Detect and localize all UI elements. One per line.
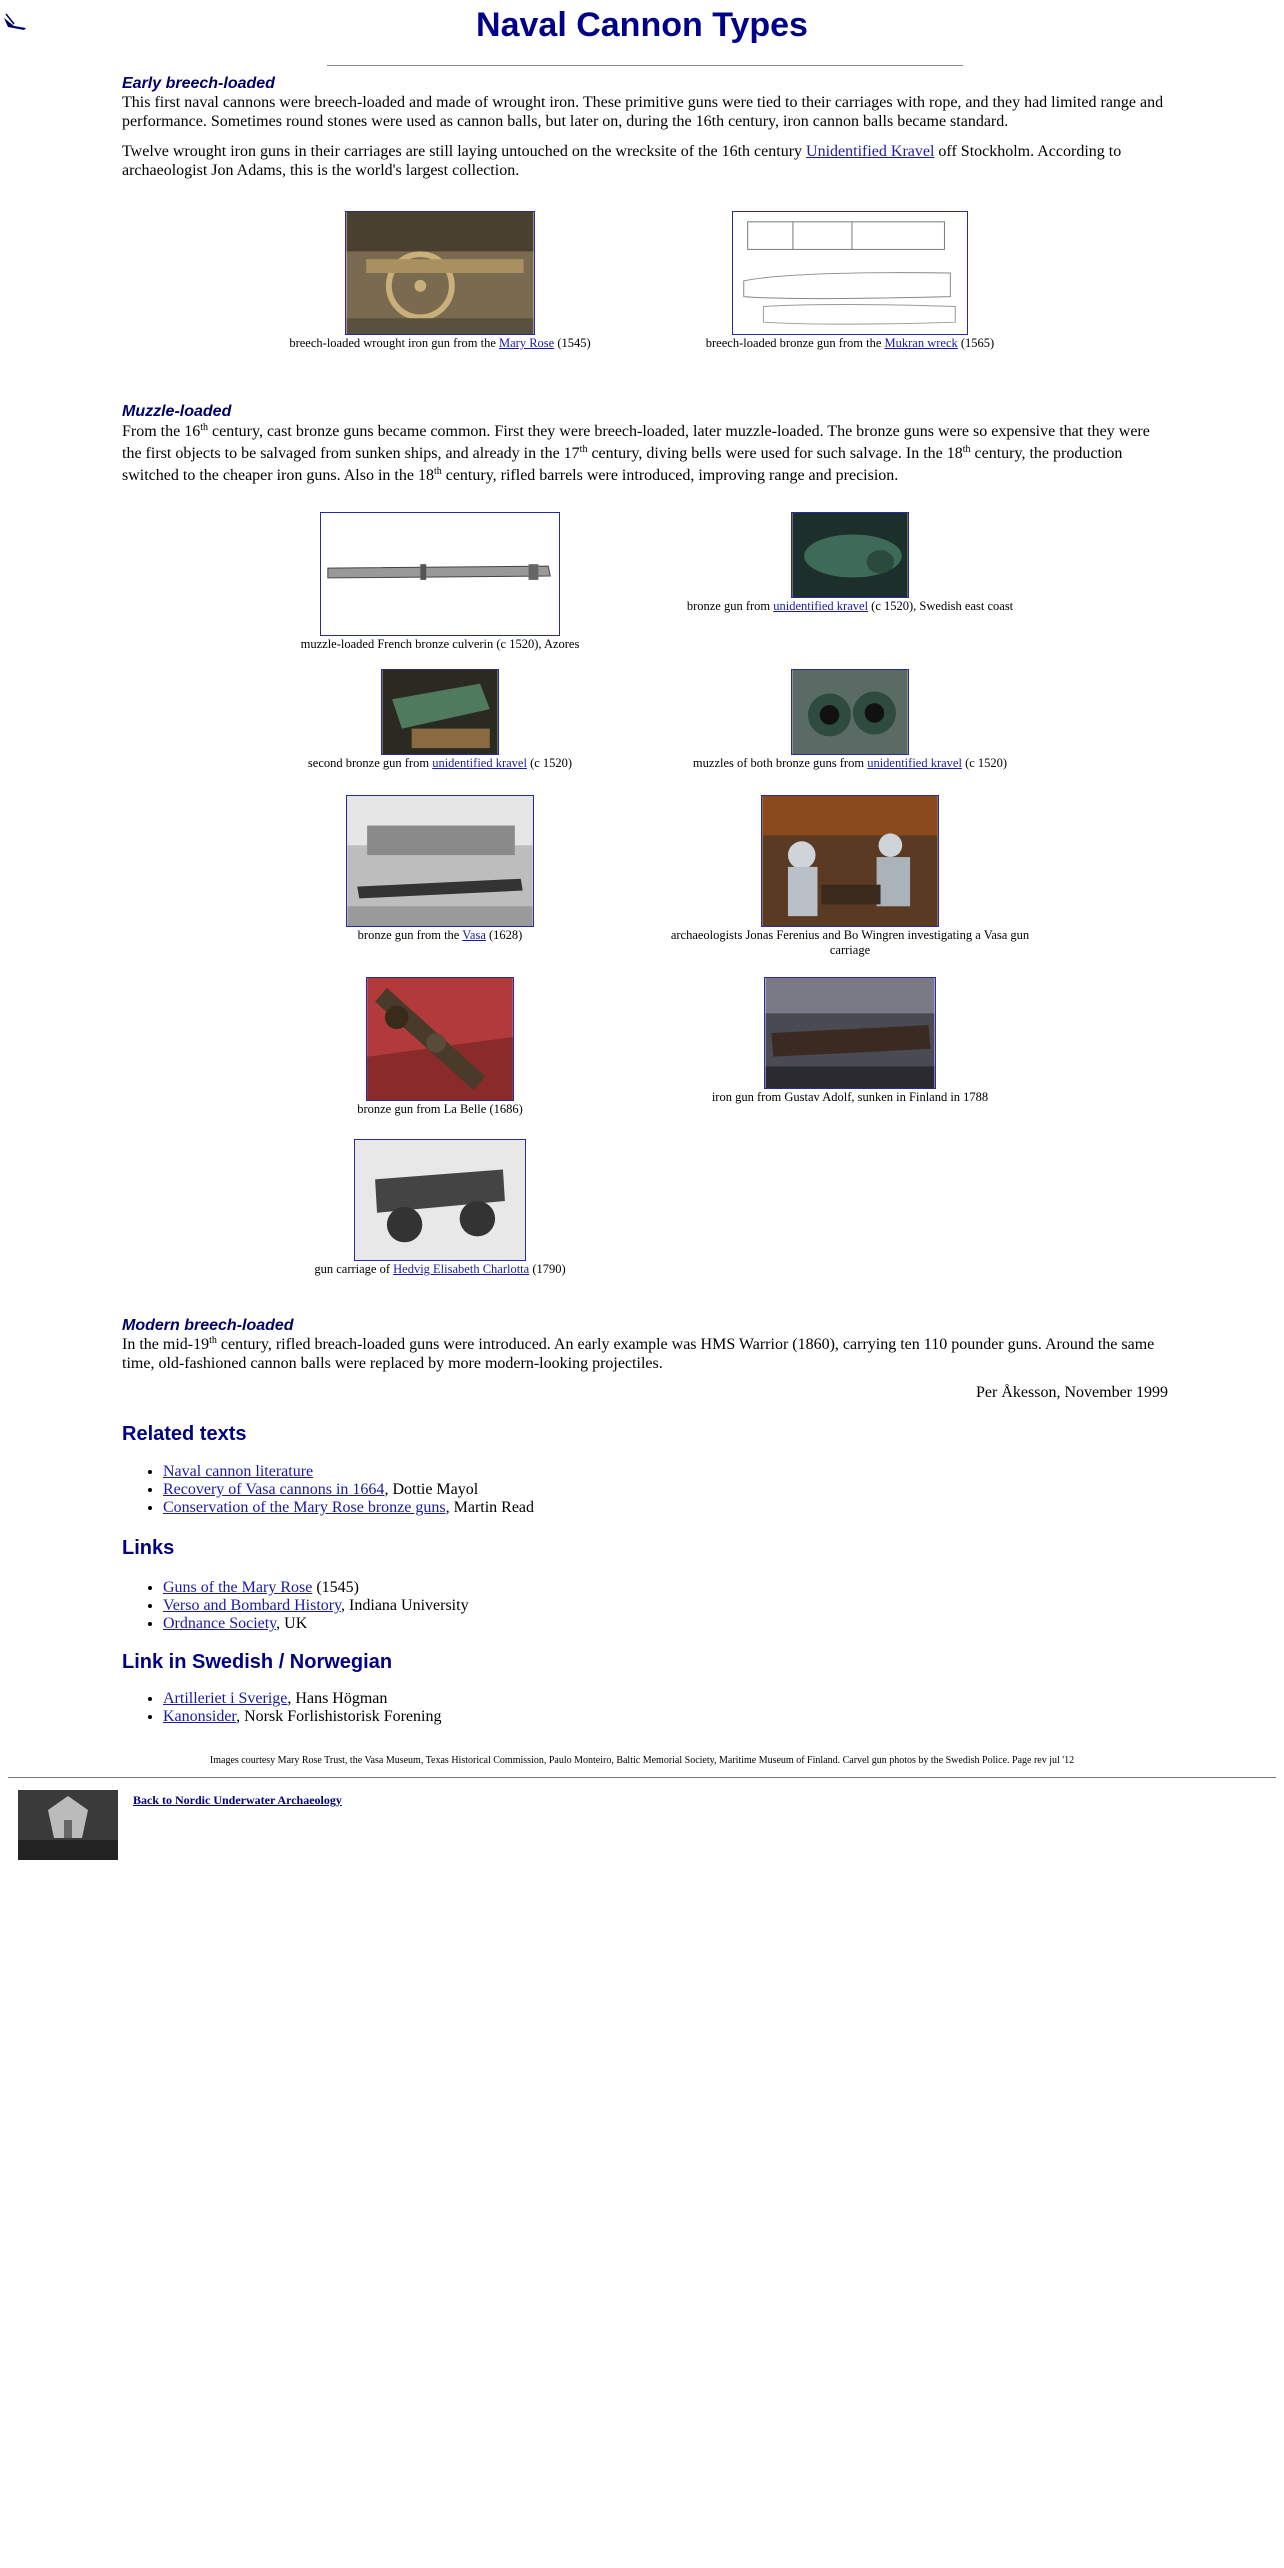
early-heading: Early breech-loaded xyxy=(122,75,275,92)
related-list xyxy=(122,1463,534,1517)
modern-heading: Modern breech-loaded xyxy=(122,1317,294,1334)
early-paragraph-2: Twelve wrought iron guns in their carriages are still laying untouched on the wrecksite of the 16th century Unidentified Kravel off Stockholm. According to archaeologist Jon Adams, this is the world's largest collection. xyxy=(122,143,1122,179)
bronze1-caption: bronze gun from unidentified kravel (c 1520), Swedish east coast xyxy=(686,599,1014,613)
conservation-mary-rose-link[interactable]: Conservation of the Mary Rose bronze guns xyxy=(163,1499,446,1516)
muzzle-section xyxy=(122,402,1168,487)
muzzles-caption: muzzles of both bronze guns from unidentified kravel (c 1520) xyxy=(692,756,1008,770)
list-item: • Recovery of Vasa cannons in 1664, Dottie Mayol xyxy=(163,1481,534,1499)
bronze-gun-2-image[interactable] xyxy=(381,669,499,755)
gun-carriage-image[interactable] xyxy=(354,1139,526,1261)
list-item: • Guns of the Mary Rose (1545) xyxy=(163,1579,469,1597)
links-heading: Links xyxy=(122,1537,175,1559)
verso-bombard-link[interactable]: Verso and Bombard History xyxy=(163,1597,342,1614)
back-to-nordic-link[interactable]: Back to Nordic Underwater Archaeology xyxy=(133,1793,342,1807)
bronze2-kravel-link[interactable]: unidentified kravel xyxy=(432,756,527,770)
muzzles-image[interactable] xyxy=(791,669,909,755)
mary-rose-caption: breech-loaded wrought iron gun from the Mary Rose (1545) xyxy=(289,336,591,350)
figure-labelle xyxy=(260,977,620,1117)
vasa-gun-image[interactable] xyxy=(346,795,534,927)
bronze1-kravel-link[interactable]: unidentified kravel xyxy=(773,599,869,613)
page-title: Naval Cannon Types xyxy=(476,6,808,44)
modern-section xyxy=(122,1316,1168,1373)
archaeologists-caption: archaeologists Jonas Ferenius and Bo Wingren investigating a Vasa gun carriage xyxy=(670,928,1030,957)
guns-mary-rose-link[interactable]: Guns of the Mary Rose xyxy=(163,1579,313,1596)
figure-mary-rose xyxy=(260,211,620,351)
list-item: • Conservation of the Mary Rose bronze guns, Martin Read xyxy=(163,1499,534,1517)
hedvig-link[interactable]: Hedvig Elisabeth Charlotta xyxy=(393,1262,530,1276)
swedish-heading: Link in Swedish / Norwegian xyxy=(122,1651,393,1673)
back-thumbnail-image[interactable] xyxy=(18,1790,118,1860)
list-item: • Kanonsider, Norsk Forlishistorisk Forening xyxy=(163,1708,441,1726)
muzzle-heading: Muzzle-loaded xyxy=(122,403,232,420)
vasa-caption: bronze gun from the Vasa (1628) xyxy=(357,928,523,942)
archaeologists-image[interactable] xyxy=(761,795,939,927)
title-divider xyxy=(327,65,963,66)
mary-rose-link[interactable]: Mary Rose xyxy=(499,336,555,350)
muzzles-kravel-link[interactable]: unidentified kravel xyxy=(867,756,962,770)
labelle-caption: bronze gun from La Belle (1686) xyxy=(357,1102,523,1116)
modern-paragraph: In the mid-19th century, rifled breach-loaded guns were introduced. An early example was HMS Warrior (1860), carrying ten 110 pounder guns. Around the same time, old-fashioned cannon balls were replaced by more modern-looking projectiles. xyxy=(122,1335,1155,1372)
swedish-list xyxy=(122,1690,441,1726)
list-item xyxy=(163,1463,534,1481)
vasa-link[interactable]: Vasa xyxy=(462,928,486,942)
list-item: • Artilleriet i Sverige, Hans Högman xyxy=(163,1690,441,1708)
image-credits: Images courtesy Mary Rose Trust, the Vasa Museum, Texas Historical Commission, Paulo Monteiro, Baltic Memorial Society, Maritime Museum of Finland. Carvel gun photos by the Swedish Police. Page rev jul '12 xyxy=(209,1755,1075,1766)
bronze-gun-1-image[interactable] xyxy=(791,512,909,598)
signature: Per Åkesson, November 1999 xyxy=(976,1384,1168,1401)
gustav-adolf-gun-image[interactable] xyxy=(764,977,936,1089)
artilleriet-link[interactable]: Artilleriet i Sverige xyxy=(163,1690,288,1707)
figure-carriage xyxy=(260,1139,620,1277)
recovery-vasa-cannons-link[interactable]: Recovery of Vasa cannons in 1664 xyxy=(163,1481,385,1498)
ordnance-society-link[interactable]: Ordnance Society xyxy=(163,1615,277,1632)
unidentified-kravel-link[interactable]: Unidentified Kravel xyxy=(806,143,935,160)
carriage-caption: gun carriage of Hedvig Elisabeth Charlotta (1790) xyxy=(314,1262,566,1276)
mukran-wreck-link[interactable]: Mukran wreck xyxy=(884,336,958,350)
kanonsider-link[interactable]: Kanonsider xyxy=(163,1708,237,1725)
figure-muzzles xyxy=(640,669,1060,771)
footer-divider xyxy=(8,1777,1276,1778)
gustav-caption: iron gun from Gustav Adolf, sunken in Finland in 1788 xyxy=(711,1090,989,1104)
figure-gustav xyxy=(640,977,1060,1105)
list-item: • Ordnance Society, UK xyxy=(163,1615,469,1633)
mukran-gun-drawing-image[interactable] xyxy=(732,211,968,335)
figure-mukran xyxy=(660,211,1040,351)
figure-culverin xyxy=(260,512,620,652)
early-paragraph-1: This first naval cannons were breech-loaded and made of wrought iron. These primitive guns were tied to their carriages with rope, and they had limited range and performance. Sometimes round stones were used as cannon balls, but later on, during the 16th century, iron cannon balls became standard. xyxy=(122,94,1164,130)
mukran-caption: breech-loaded bronze gun from the Mukran wreck (1565) xyxy=(705,336,995,350)
list-item: • Verso and Bombard History, Indiana University xyxy=(163,1597,469,1615)
mary-rose-gun-image[interactable] xyxy=(345,211,535,335)
muzzle-paragraph: From the 16th century, cast bronze guns became common. First they were breech-loaded, later muzzle-loaded. The bronze guns were so expensive that they were the first objects to be salvaged from sunken ships, and already in the 17th century, diving bells were used for such salvage. In the 18th century, the production switched to the cheaper iron guns. Also in the 18th century, rifled barrels were introduced, improving range and precision. xyxy=(122,422,1150,484)
figure-bronze1 xyxy=(640,512,1060,614)
related-heading: Related texts xyxy=(122,1423,247,1445)
links-list xyxy=(122,1579,469,1633)
naval-cannon-literature-link[interactable]: Naval cannon literature xyxy=(163,1463,314,1480)
figure-vasa xyxy=(260,795,620,943)
la-belle-gun-image[interactable] xyxy=(366,977,514,1101)
bronze2-caption: second bronze gun from unidentified kravel (c 1520) xyxy=(307,756,573,770)
culverin-caption: muzzle-loaded French bronze culverin (c 1520), Azores xyxy=(300,637,580,651)
culverin-image[interactable] xyxy=(320,512,560,636)
early-section xyxy=(122,74,1168,180)
figure-archaeologists xyxy=(650,795,1050,958)
figure-bronze2 xyxy=(260,669,620,771)
